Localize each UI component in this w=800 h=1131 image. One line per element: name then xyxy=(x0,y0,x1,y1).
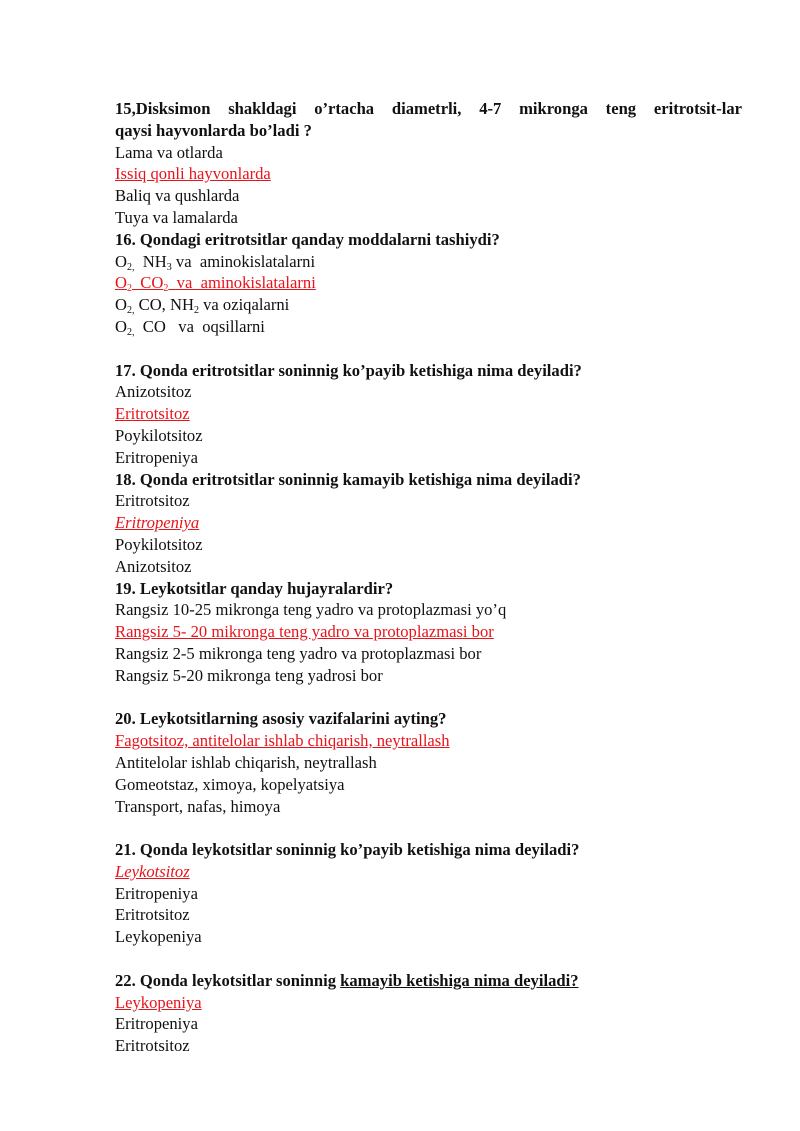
question-19-option-3: Rangsiz 2-5 mikronga teng yadro va protoplazmasi bor xyxy=(115,643,482,663)
blank-line xyxy=(115,687,742,709)
question-15-option-4: Tuya va lamalarda xyxy=(115,207,238,227)
question-19-title: 19. Leykotsitlar qanday hujayralardir? xyxy=(115,578,394,598)
question-21-correct-answer: Leykotsitoz xyxy=(115,861,190,881)
question-16-title: 16. Qondagi eritrotsitlar qanday moddalarni tashiydi? xyxy=(115,229,500,249)
question-22-correct-answer: Leykopeniya xyxy=(115,992,202,1012)
question-19-option-4: Rangsiz 5-20 mikronga teng yadrosi bor xyxy=(115,665,383,685)
document-page xyxy=(115,98,742,1057)
question-20-option-4: Transport, nafas, himoya xyxy=(115,796,281,816)
question-15-title-line-1: 15,Disksimon shakldagi o’rtacha diametrli, 4-7 mikronga teng eritrotsit-lar xyxy=(115,99,742,118)
question-17-option-3: Poykilotsitoz xyxy=(115,425,203,445)
question-15-option-3: Baliq va qushlarda xyxy=(115,186,240,206)
question-22-option-2: Eritropeniya xyxy=(115,1014,198,1034)
question-17-option-4: Eritropeniya xyxy=(115,447,198,467)
question-21-option-2: Eritropeniya xyxy=(115,883,198,903)
question-18-title: 18. Qonda eritrotsitlar soninnig kamayib ketishiga nima deyiladi? xyxy=(115,469,581,489)
blank-line xyxy=(115,817,742,839)
question-16-option-3: $O_{2,}$ CO, $NH_2$ va oziqalarni xyxy=(115,295,290,317)
question-21-title: 21. Qonda leykotsitlar soninnig ko’payib ketishiga nima deyiladi? xyxy=(115,840,580,860)
question-16-option-1: $O_{2,}$ $NH_3$ va aminokislatalarni xyxy=(115,251,316,273)
question-16-option-4: $O_{2,}$ CO va oqsillarni xyxy=(115,316,265,338)
question-22-option-3: Eritrotsitoz xyxy=(115,1036,190,1056)
question-15-correct-answer: Issiq qonli hayvonlarda xyxy=(115,164,271,184)
question-16-correct-answer: $O_2$ $CO_2$ va aminokislatalarni xyxy=(115,273,316,295)
question-17-title: 17. Qonda eritrotsitlar soninnig ko’payib ketishiga nima deyiladi? xyxy=(115,360,582,380)
question-18-option-1: Eritrotsitoz xyxy=(115,491,190,511)
blank-line xyxy=(115,948,742,970)
question-18-correct-answer: Eritropeniya xyxy=(115,513,200,533)
question-20-title: 20. Leykotsitlarning asosiy vazifalarini ayting? xyxy=(115,709,447,729)
blank-line xyxy=(115,338,742,360)
question-20-correct-answer: Fagotsitoz, antitelolar ishlab chiqarish, neytrallash xyxy=(115,731,450,751)
question-17-correct-answer: Eritrotsitoz xyxy=(115,404,190,424)
question-18-option-3: Poykilotsitoz xyxy=(115,534,203,554)
question-22-title: 22. Qonda leykotsitlar soninnig kamayib ketishiga nima deyiladi? xyxy=(115,970,579,990)
question-21-option-3: Eritrotsitoz xyxy=(115,905,190,925)
question-21-option-4: Leykopeniya xyxy=(115,927,202,947)
question-15-option-1: Lama va otlarda xyxy=(115,142,223,162)
question-17-option-1: Anizotsitoz xyxy=(115,382,192,402)
question-20-option-3: Gomeotstaz, ximoya, kopelyatsiya xyxy=(115,774,345,794)
question-19-option-1: Rangsiz 10-25 mikronga teng yadro va protoplazmasi yo’q xyxy=(115,600,507,620)
question-15-title-line-2: qaysi hayvonlarda bo’ladi ? xyxy=(115,120,312,140)
question-20-option-2: Antitelolar ishlab chiqarish, neytrallash xyxy=(115,752,377,772)
question-19-correct-answer: Rangsiz 5- 20 mikronga teng yadro va protoplazmasi bor xyxy=(115,622,494,642)
question-18-option-4: Anizotsitoz xyxy=(115,556,192,576)
